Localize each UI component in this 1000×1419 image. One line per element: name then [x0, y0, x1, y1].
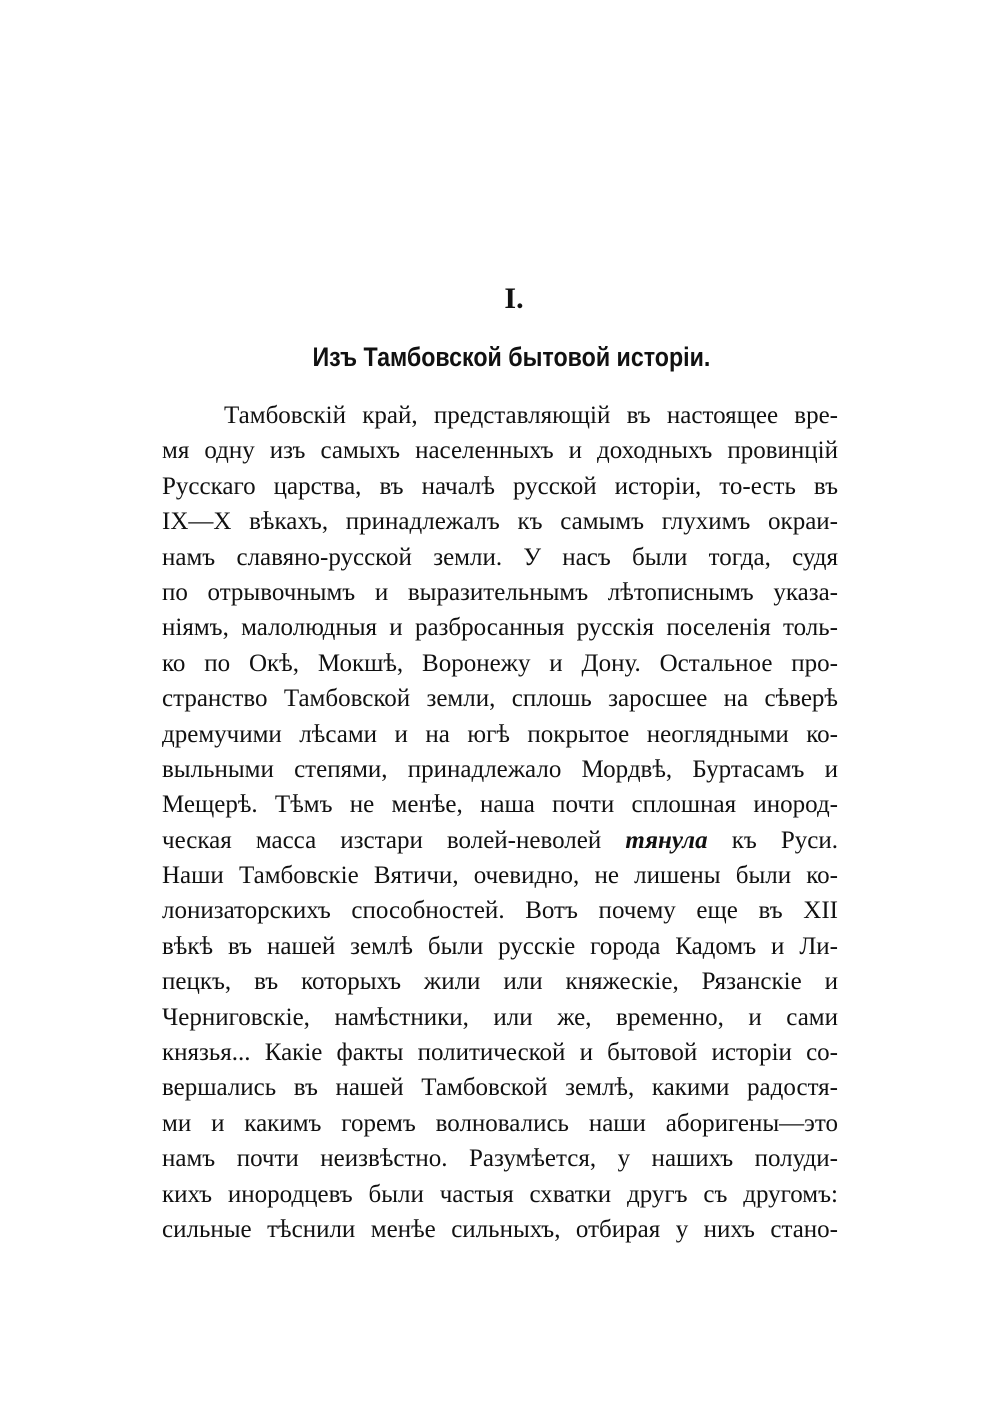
text-line: сильные тѣснили менѣе сильныхъ, отбирая у нихъ стано- — [162, 1215, 838, 1243]
text-line: Мещерѣ. Тѣмъ не менѣе, наша почти сплошная инород- — [162, 791, 838, 819]
text-line: пецкъ, въ которыхъ жили или княжескiе, Рязанскiе и — [162, 968, 838, 996]
text-line: намъ славяно-русской земли. У насъ были тогда, судя — [162, 543, 838, 571]
section-number: I. — [504, 282, 524, 315]
text-line: вѣкѣ въ нашей землѣ были русскiе города Кадомъ и Ли- — [162, 932, 838, 960]
text-line: IX—X вѣкахъ, принадлежалъ къ самымъ глухимъ окраи- — [162, 508, 838, 536]
text-line-with-emphasis — [162, 823, 838, 858]
text-line: Русскаго царства, въ началѣ русской исторiи, то-есть въ — [162, 472, 838, 500]
text-line: нiямъ, малолюдныя и разбросанныя русскiя поселенiя толь- — [162, 614, 838, 642]
text-line: по отрывочнымъ и выразительнымъ лѣтописнымъ указа- — [162, 578, 838, 606]
text-segment: ческая масса изстари волей-неволей — [162, 826, 626, 854]
chapter-title: Изъ Тамбовской бытовой исторiи. — [312, 342, 711, 372]
text-line: странство Тамбовской земли, сплошь заросшее на сѣверѣ — [162, 685, 838, 713]
text-line: Тамбовскiй край, представляющiй въ настоящее вре- — [224, 402, 838, 429]
text-segment: къ Руси. — [707, 826, 838, 854]
text-line: кихъ инородцевъ были частыя схватки другъ съ другомъ: — [162, 1180, 838, 1208]
text-line: намъ почти неизвѣстно. Разумѣется, у нашихъ полуди- — [162, 1145, 838, 1173]
text-line: ко по Окѣ, Мокшѣ, Воронежу и Дону. Остальное про- — [162, 649, 838, 677]
text-line: Наши Тамбовскiе Вятичи, очевидно, не лишены были ко- — [162, 862, 838, 890]
text-line: Черниговскiе, намѣстники, или же, временно, и сами — [162, 1003, 838, 1031]
text-line: вершались въ нашей Тамбовской землѣ, какими радостя- — [162, 1074, 838, 1102]
text-line: дремучими лѣсами и на югѣ покрытое неоглядными ко- — [162, 720, 838, 748]
body-text — [162, 398, 838, 1247]
text-line: лонизаторскихъ способностей. Вотъ почему еще въ XII — [162, 897, 838, 925]
text-line: ми и какимъ горемъ волновались наши аборигены—это — [162, 1109, 838, 1137]
emphasized-word: тянула — [625, 826, 708, 854]
text-line: мя одну изъ самыхъ населенныхъ и доходныхъ провинцiй — [162, 437, 838, 465]
text-line: выльными степями, принадлежало Мордвѣ, Буртасамъ и — [162, 755, 838, 783]
text-line: князья... Какiе факты политической и бытовой исторiи со- — [162, 1039, 838, 1067]
